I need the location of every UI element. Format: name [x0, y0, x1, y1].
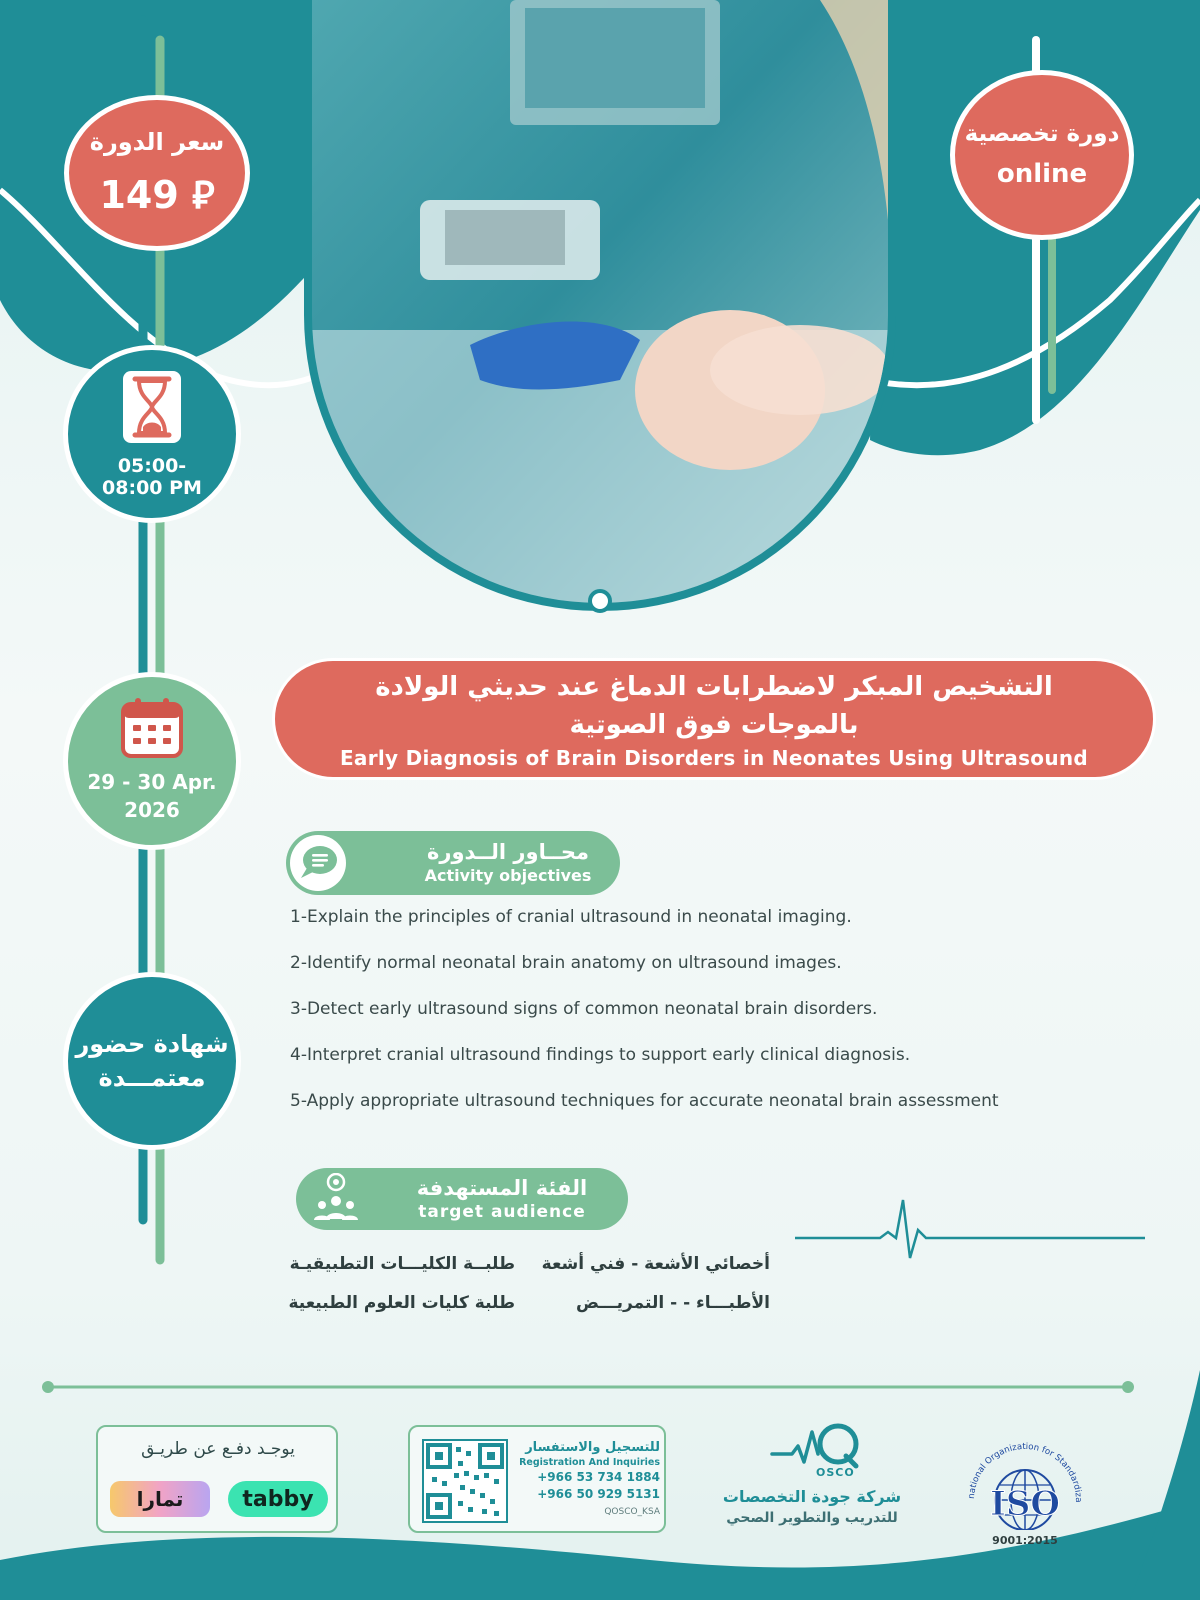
audience-heading — [296, 1168, 628, 1230]
title-arabic-line2: بالموجات فوق الصوتية — [569, 710, 859, 740]
payment-box — [96, 1425, 338, 1533]
company-logo-text: OSCO — [816, 1466, 855, 1479]
phone-1[interactable]: +966 53 734 1884 — [537, 1470, 660, 1484]
objective-item: 1-Explain the principles of cranial ultrasound in neonatal imaging. — [290, 907, 852, 927]
iso-code: 9001:2015 — [992, 1534, 1058, 1547]
audience-item: أخصائي الأشعة - فني أشعة — [541, 1254, 770, 1274]
date-badge — [63, 672, 241, 850]
price-value: 149 ⃁ — [99, 172, 215, 217]
certificate-line1: شهادة حضور — [75, 1030, 229, 1058]
price-badge — [64, 95, 250, 251]
iso-arc-text: national Organization for Standardiza — [966, 1441, 1084, 1503]
objective-item: 4-Interpret cranial ultrasound findings to support early clinical diagnosis. — [290, 1045, 911, 1065]
objectives-heading-ar: محــاور الــدورة — [427, 840, 589, 864]
calendar-icon — [121, 698, 183, 758]
audience-item: طلبة كليات العلوم الطبيعية — [288, 1293, 515, 1313]
social-handle[interactable]: QOSCO_KSA — [604, 1507, 660, 1517]
course-type-badge — [950, 70, 1134, 240]
course-photo — [312, 0, 890, 630]
registration-box — [408, 1425, 666, 1533]
objective-item: 5-Apply appropriate ultrasound techniques for accurate neonatal brain assessment — [290, 1091, 999, 1111]
objectives-heading-en: Activity objectives — [424, 866, 592, 885]
qr-code[interactable] — [422, 1439, 508, 1523]
course-type-line2: online — [996, 159, 1088, 189]
time-text: 05:00- 08:00 PM — [102, 455, 202, 499]
company-subtitle: للتدريب والتطوير الصحي — [726, 1510, 898, 1526]
phone-2[interactable]: +966 50 929 5131 — [537, 1487, 660, 1501]
register-label-ar: للتسجيل والاستفسار — [525, 1440, 660, 1455]
audience-item: طلبــة الكليـــات التطبيقيـة — [289, 1254, 515, 1274]
objective-item: 2-Identify normal neonatal brain anatomy on ultrasound images. — [290, 953, 842, 973]
course-title — [272, 658, 1156, 780]
title-arabic-line1: التشخيص المبكر لاضطرابات الدماغ عند حديثي الولادة — [375, 672, 1053, 702]
certificate-line2: معتمـــدة — [98, 1064, 206, 1092]
audience-heading-en: target audience — [418, 1202, 586, 1222]
objective-item: 3-Detect early ultrasound signs of common neonatal brain disorders. — [290, 999, 878, 1019]
iso-text: ISO — [989, 1484, 1061, 1524]
course-type-line1: دورة تخصصية — [964, 121, 1120, 147]
connector-dot — [590, 591, 610, 611]
objectives-heading — [286, 831, 620, 895]
payment-label: يوجـد دفـع عن طريـق — [141, 1439, 295, 1459]
hourglass-icon — [121, 369, 183, 445]
tamara-logo: تمارا — [110, 1481, 210, 1517]
objectives-list — [290, 906, 1050, 1136]
company-logo — [716, 1420, 916, 1540]
tabby-logo: tabby — [228, 1481, 328, 1517]
price-label: سعر الدورة — [89, 127, 225, 156]
chat-icon — [290, 835, 346, 891]
certificate-badge — [63, 972, 241, 1150]
audience-icon — [306, 1172, 366, 1226]
audience-item: الأطبـــاء - - التمريـــض — [576, 1293, 770, 1313]
title-english: Early Diagnosis of Brain Disorders in Neonates Using Ultrasound — [339, 746, 1089, 770]
time-badge — [63, 345, 241, 523]
date-text: 29 - 30 Apr. 2026 — [87, 770, 217, 822]
heartbeat-line — [795, 1200, 1145, 1258]
company-name: شركة جودة التخصصات — [722, 1487, 902, 1506]
iso-logo — [960, 1440, 1090, 1550]
audience-heading-ar: الفئة المستهدفة — [416, 1176, 588, 1200]
register-label-en: Registration And Inquiries — [519, 1457, 660, 1468]
